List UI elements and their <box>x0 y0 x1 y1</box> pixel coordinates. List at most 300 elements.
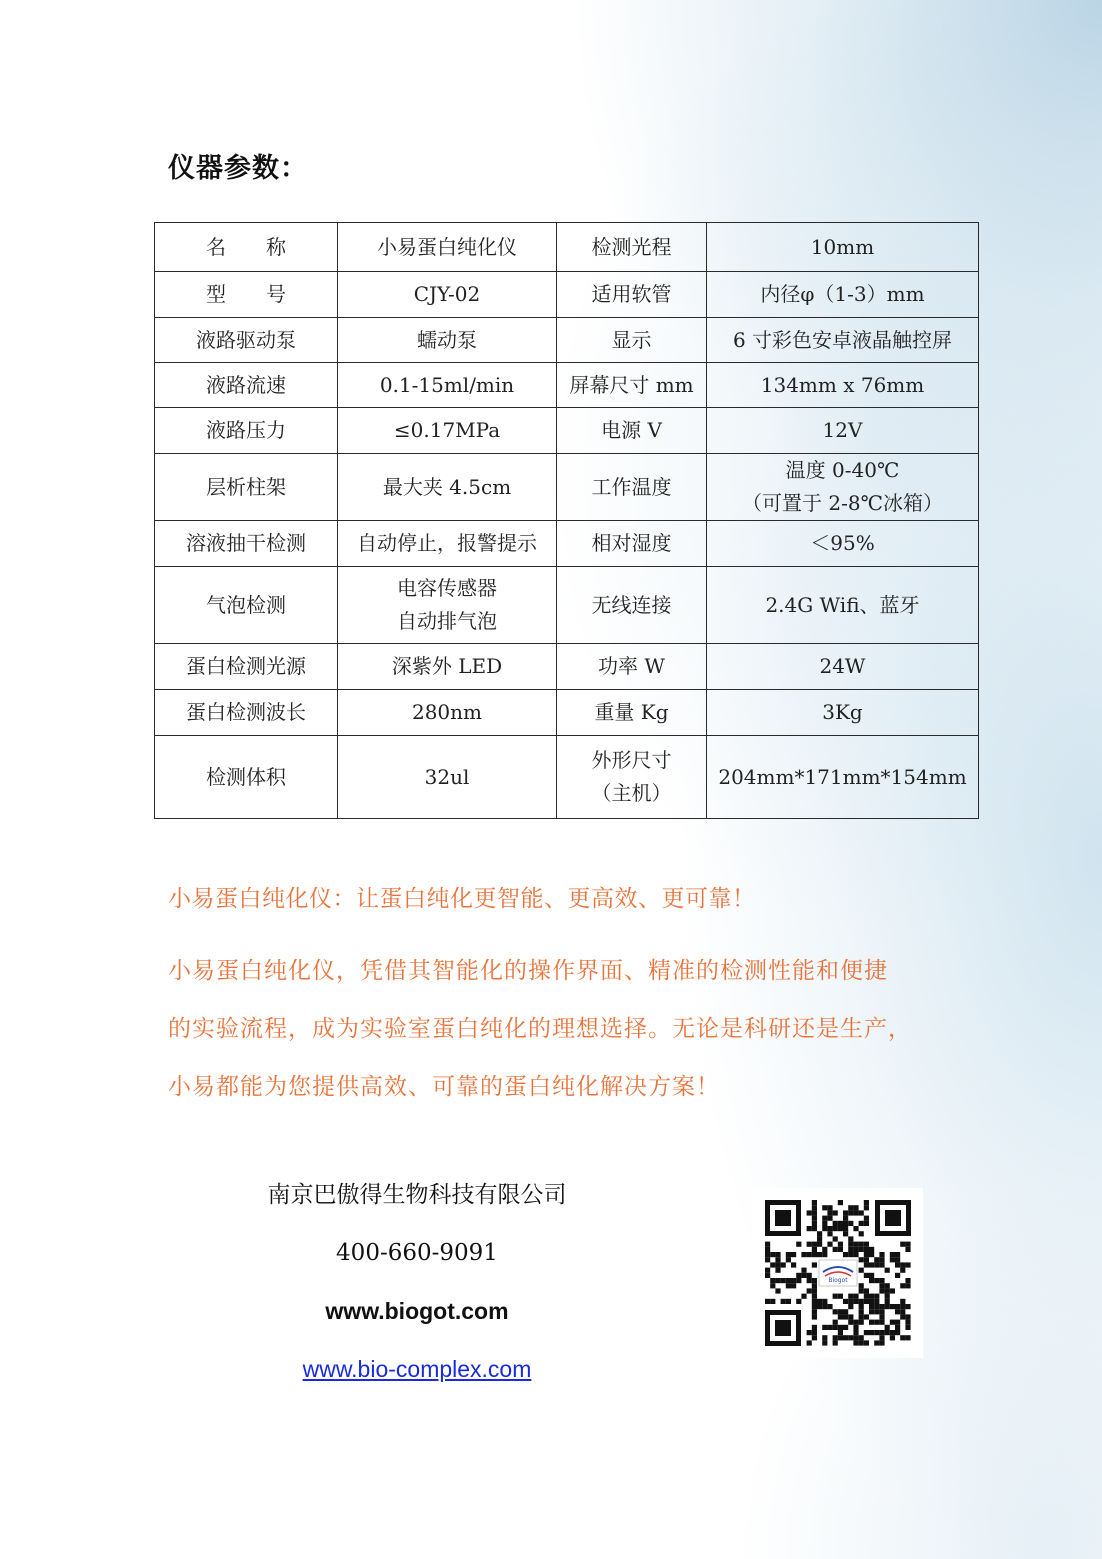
table-row <box>155 644 979 690</box>
qr-module <box>848 1221 853 1226</box>
table-row <box>155 408 979 454</box>
qr-module <box>843 1221 848 1226</box>
qr-module <box>765 1299 770 1304</box>
qr-module <box>853 1247 858 1252</box>
qr-module <box>796 1278 801 1283</box>
qr-module <box>827 1242 832 1247</box>
qr-module <box>869 1330 874 1335</box>
qr-module <box>874 1257 879 1262</box>
qr-module <box>822 1226 827 1231</box>
param-value-cell: 3Kg <box>707 690 979 736</box>
qr-module <box>838 1242 843 1247</box>
qr-module <box>874 1309 879 1314</box>
qr-module <box>864 1314 869 1319</box>
qr-module <box>838 1330 843 1335</box>
qr-module <box>853 1325 858 1330</box>
qr-module <box>817 1236 822 1241</box>
qr-module <box>796 1273 801 1278</box>
qr-module <box>885 1304 890 1309</box>
qr-module <box>781 1262 786 1267</box>
param-label-cell: 检测体积 <box>155 736 338 819</box>
param-value-cell: 0.1-15ml/min <box>338 363 557 408</box>
param-value-cell: 10mm <box>707 223 979 272</box>
param-value-cell: 电容传感器 自动排气泡 <box>338 567 557 644</box>
qr-module <box>838 1226 843 1231</box>
qr-module <box>838 1335 843 1340</box>
param-value-cell: 2.4G Wifi、蓝牙 <box>707 567 979 644</box>
qr-module <box>890 1330 895 1335</box>
qr-module <box>796 1299 801 1304</box>
qr-module <box>807 1226 812 1231</box>
qr-module <box>848 1205 853 1210</box>
qr-module <box>864 1273 869 1278</box>
param-value-cell: ＜95% <box>707 521 979 567</box>
qr-module <box>900 1299 905 1304</box>
qr-module <box>885 1283 890 1288</box>
qr-module <box>765 1252 770 1257</box>
qr-module <box>765 1268 770 1273</box>
qr-module <box>812 1304 817 1309</box>
qr-module <box>900 1262 905 1267</box>
qr-module <box>817 1299 822 1304</box>
qr-module <box>879 1283 884 1288</box>
qr-module <box>859 1299 864 1304</box>
param-label-cell: 相对湿度 <box>557 521 707 567</box>
qr-module <box>848 1320 853 1325</box>
qr-module <box>838 1221 843 1226</box>
qr-module <box>781 1299 786 1304</box>
qr-module <box>874 1340 879 1345</box>
qr-module <box>853 1226 858 1231</box>
qr-module <box>879 1304 884 1309</box>
param-label-cell: 外形尺寸 （主机） <box>557 736 707 819</box>
qr-module <box>890 1320 895 1325</box>
qr-module <box>827 1226 832 1231</box>
qr-module <box>859 1257 864 1262</box>
qr-module <box>879 1320 884 1325</box>
table-row <box>155 454 979 521</box>
qr-module <box>864 1330 869 1335</box>
qr-module <box>822 1247 827 1252</box>
qr-module <box>833 1247 838 1252</box>
qr-module <box>879 1262 884 1267</box>
qr-module <box>848 1242 853 1247</box>
qr-module <box>843 1325 848 1330</box>
qr-module <box>848 1252 853 1257</box>
qr-module <box>843 1252 848 1257</box>
qr-module <box>905 1320 910 1325</box>
qr-module <box>874 1278 879 1283</box>
param-label-cell: 检测光程 <box>557 223 707 272</box>
qr-module <box>812 1299 817 1304</box>
qr-module <box>869 1273 874 1278</box>
qr-module <box>864 1262 869 1267</box>
qr-module <box>775 1278 780 1283</box>
qr-module <box>786 1278 791 1283</box>
qr-module <box>864 1216 869 1221</box>
qr-module <box>905 1304 910 1309</box>
param-value-cell: 32ul <box>338 736 557 819</box>
qr-module <box>822 1340 827 1345</box>
page-heading: 仪器参数： <box>168 153 308 184</box>
qr-module <box>843 1231 848 1236</box>
qr-module <box>853 1340 858 1345</box>
qr-module <box>812 1314 817 1319</box>
param-value-cell: 最大夹 4.5cm <box>338 454 557 521</box>
qr-module <box>765 1242 770 1247</box>
qr-module <box>770 1299 775 1304</box>
table-row <box>155 318 979 363</box>
param-label-cell: 重量 Kg <box>557 690 707 736</box>
qr-module <box>853 1330 858 1335</box>
param-value-cell: ≤0.17MPa <box>338 408 557 454</box>
param-value-cell: 蠕动泵 <box>338 318 557 363</box>
qr-module <box>905 1278 910 1283</box>
qr-module <box>859 1309 864 1314</box>
qr-module <box>890 1304 895 1309</box>
qr-module <box>770 1252 775 1257</box>
qr-module <box>812 1262 817 1267</box>
qr-module <box>859 1231 864 1236</box>
param-label-cell: 适用软管 <box>557 272 707 318</box>
param-label-cell: 液路压力 <box>155 408 338 454</box>
qr-module <box>848 1294 853 1299</box>
qr-module <box>833 1325 838 1330</box>
qr-module <box>859 1320 864 1325</box>
qr-module <box>812 1330 817 1335</box>
qr-module <box>895 1320 900 1325</box>
param-value-cell: 204mm*171mm*154mm <box>707 736 979 819</box>
param-label-cell: 型 号 <box>155 272 338 318</box>
qr-module <box>864 1205 869 1210</box>
qr-module <box>848 1335 853 1340</box>
qr-module <box>864 1299 869 1304</box>
phone-number: 400-660-9091 <box>336 1240 498 1266</box>
qr-module <box>869 1252 874 1257</box>
qr-module <box>905 1314 910 1319</box>
qr-module <box>848 1247 853 1252</box>
qr-module <box>848 1299 853 1304</box>
table-row <box>155 272 979 318</box>
qr-module <box>859 1314 864 1319</box>
qr-module <box>879 1314 884 1319</box>
qr-module <box>864 1200 869 1205</box>
qr-module <box>900 1304 905 1309</box>
qr-module <box>812 1288 817 1293</box>
qr-module <box>801 1252 806 1257</box>
qr-module <box>900 1268 905 1273</box>
qr-module <box>812 1216 817 1221</box>
qr-module <box>879 1288 884 1293</box>
qr-module <box>853 1335 858 1340</box>
qr-module <box>853 1242 858 1247</box>
qr-module <box>812 1294 817 1299</box>
qr-module <box>895 1257 900 1262</box>
param-value-cell: 小易蛋白纯化仪 <box>338 223 557 272</box>
qr-module <box>869 1247 874 1252</box>
qr-module <box>859 1210 864 1215</box>
paragraph-line: 小易都能为您提供高效、可靠的蛋白纯化解决方案！ <box>168 1074 720 1100</box>
param-label-cell: 无线连接 <box>557 567 707 644</box>
qr-module <box>801 1294 806 1299</box>
param-value-cell: 自动停止，报警提示 <box>338 521 557 567</box>
table-row <box>155 690 979 736</box>
qr-logo-text: Biogot <box>828 1277 848 1284</box>
qr-module <box>801 1268 806 1273</box>
qr-module <box>822 1216 827 1221</box>
qr-module <box>885 1325 890 1330</box>
qr-module <box>864 1247 869 1252</box>
qr-module <box>879 1252 884 1257</box>
qr-module <box>874 1330 879 1335</box>
qr-module <box>827 1231 832 1236</box>
qr-module <box>833 1226 838 1231</box>
qr-module <box>775 1288 780 1293</box>
qr-module <box>900 1335 905 1340</box>
qr-module <box>869 1309 874 1314</box>
qr-module <box>786 1257 791 1262</box>
qr-module <box>765 1257 770 1262</box>
qr-module <box>900 1283 905 1288</box>
qr-module <box>885 1294 890 1299</box>
qr-finder-top-right <box>875 1200 911 1236</box>
qr-module <box>812 1205 817 1210</box>
qr-module <box>827 1210 832 1215</box>
qr-module <box>812 1221 817 1226</box>
qr-module <box>791 1262 796 1267</box>
qr-module <box>838 1294 843 1299</box>
website-link-alt[interactable]: www.bio-complex.com <box>302 1356 532 1382</box>
qr-module <box>859 1340 864 1345</box>
param-value-cell: 134mm x 76mm <box>707 363 979 408</box>
qr-module <box>770 1278 775 1283</box>
qr-module <box>822 1335 827 1340</box>
qr-module <box>859 1288 864 1293</box>
qr-module <box>885 1299 890 1304</box>
param-value-cell: CJY-02 <box>338 272 557 318</box>
qr-module <box>859 1304 864 1309</box>
qr-module <box>885 1288 890 1293</box>
qr-module <box>812 1335 817 1340</box>
param-value-cell: 280nm <box>338 690 557 736</box>
param-label-cell: 电源 V <box>557 408 707 454</box>
param-label-cell: 液路流速 <box>155 363 338 408</box>
qr-module <box>833 1320 838 1325</box>
qr-module <box>879 1257 884 1262</box>
table-row <box>155 223 979 272</box>
qr-module <box>859 1242 864 1247</box>
qr-module <box>874 1320 879 1325</box>
qr-module <box>838 1200 843 1205</box>
qr-module <box>905 1335 910 1340</box>
param-label-cell: 显示 <box>557 318 707 363</box>
param-value-cell: 内径φ（1-3）mm <box>707 272 979 318</box>
qr-finder-bottom-left <box>765 1310 801 1346</box>
qr-module <box>864 1257 869 1262</box>
qr-module <box>890 1335 895 1340</box>
qr-module <box>812 1325 817 1330</box>
qr-module <box>822 1252 827 1257</box>
qr-module <box>843 1314 848 1319</box>
qr-module <box>848 1304 853 1309</box>
qr-module <box>833 1340 838 1345</box>
qr-module <box>786 1283 791 1288</box>
paragraph-line: 小易蛋白纯化仪，凭借其智能化的操作界面、精准的检测性能和便捷 <box>168 958 888 984</box>
qr-module <box>812 1283 817 1288</box>
qr-module <box>843 1210 848 1215</box>
table-row <box>155 363 979 408</box>
param-label-cell: 气泡检测 <box>155 567 338 644</box>
qr-module <box>775 1252 780 1257</box>
qr-module <box>864 1288 869 1293</box>
qr-module <box>853 1320 858 1325</box>
qr-module <box>812 1242 817 1247</box>
qr-module <box>864 1294 869 1299</box>
param-label-cell: 蛋白检测光源 <box>155 644 338 690</box>
qr-module <box>833 1309 838 1314</box>
qr-module <box>827 1304 832 1309</box>
qr-module <box>807 1330 812 1335</box>
qr-module <box>848 1236 853 1241</box>
param-value-cell: 12V <box>707 408 979 454</box>
qr-module <box>905 1262 910 1267</box>
qr-module <box>853 1252 858 1257</box>
qr-module <box>864 1340 869 1345</box>
qr-module <box>807 1278 812 1283</box>
qr-module <box>853 1299 858 1304</box>
qr-module <box>791 1283 796 1288</box>
qr-module <box>807 1340 812 1345</box>
qr-module <box>781 1278 786 1283</box>
qr-module <box>827 1325 832 1330</box>
qr-module <box>885 1268 890 1273</box>
qr-module <box>869 1320 874 1325</box>
qr-module <box>853 1210 858 1215</box>
qr-module <box>905 1247 910 1252</box>
slogan: 小易蛋白纯化仪：让蛋白纯化更智能、更高效、更可靠！ <box>168 886 756 912</box>
qr-module <box>859 1268 864 1273</box>
qr-module <box>885 1330 890 1335</box>
qr-module <box>874 1299 879 1304</box>
qr-module <box>765 1273 770 1278</box>
qr-module <box>812 1252 817 1257</box>
param-label-cell: 溶液抽干检测 <box>155 521 338 567</box>
qr-module <box>900 1309 905 1314</box>
qr-module <box>827 1216 832 1221</box>
qr-module <box>838 1309 843 1314</box>
qr-module <box>807 1242 812 1247</box>
qr-module <box>770 1283 775 1288</box>
param-value-cell: 24W <box>707 644 979 690</box>
table-row <box>155 567 979 644</box>
qr-module <box>812 1309 817 1314</box>
qr-module <box>817 1231 822 1236</box>
description-paragraph <box>168 942 948 1116</box>
qr-module <box>859 1283 864 1288</box>
qr-module <box>900 1242 905 1247</box>
qr-code <box>753 1188 923 1358</box>
qr-module <box>822 1205 827 1210</box>
qr-module <box>895 1262 900 1267</box>
qr-module <box>833 1221 838 1226</box>
table-row <box>155 521 979 567</box>
qr-module <box>833 1335 838 1340</box>
param-label-cell: 功率 W <box>557 644 707 690</box>
qr-module <box>833 1236 838 1241</box>
qr-module <box>905 1325 910 1330</box>
qr-module <box>838 1314 843 1319</box>
qr-module <box>843 1299 848 1304</box>
param-value-cell: 6 寸彩色安卓液晶触控屏 <box>707 318 979 363</box>
qr-module <box>869 1294 874 1299</box>
param-label-cell: 工作温度 <box>557 454 707 521</box>
table-row <box>155 736 979 819</box>
qr-module <box>895 1325 900 1330</box>
qr-module <box>890 1288 895 1293</box>
qr-module <box>827 1205 832 1210</box>
qr-module <box>869 1278 874 1283</box>
qr-module <box>817 1304 822 1309</box>
qr-module <box>786 1299 791 1304</box>
qr-module <box>895 1304 900 1309</box>
param-label-cell: 液路驱动泵 <box>155 318 338 363</box>
qr-module <box>895 1330 900 1335</box>
qr-module <box>833 1294 838 1299</box>
qr-module <box>796 1242 801 1247</box>
qr-finder-top-left <box>765 1200 801 1236</box>
qr-module <box>848 1210 853 1215</box>
qr-module <box>775 1268 780 1273</box>
qr-module <box>833 1210 838 1215</box>
qr-module <box>822 1299 827 1304</box>
qr-module <box>843 1226 848 1231</box>
qr-module <box>879 1278 884 1283</box>
qr-module <box>812 1200 817 1205</box>
qr-code-graphic <box>753 1188 923 1358</box>
qr-module <box>838 1247 843 1252</box>
qr-module <box>822 1325 827 1330</box>
qr-module <box>786 1252 791 1257</box>
qr-module <box>807 1252 812 1257</box>
qr-module <box>905 1283 910 1288</box>
website-link[interactable]: www.biogot.com <box>325 1298 509 1324</box>
param-label-cell: 屏幕尺寸 mm <box>557 363 707 408</box>
qr-module <box>853 1205 858 1210</box>
qr-module <box>791 1252 796 1257</box>
qr-module <box>859 1247 864 1252</box>
company-name: 南京巴傲得生物科技有限公司 <box>267 1182 567 1208</box>
paragraph-line: 的实验流程，成为实验室蛋白纯化的理想选择。无论是科研还是生产， <box>168 1016 912 1042</box>
param-value-cell: 深紫外 LED <box>338 644 557 690</box>
parameters-table <box>154 222 979 819</box>
qr-module <box>843 1309 848 1314</box>
qr-module <box>874 1262 879 1267</box>
param-label-cell: 层析柱架 <box>155 454 338 521</box>
qr-center-logo <box>819 1260 857 1286</box>
qr-module <box>859 1221 864 1226</box>
qr-module <box>853 1294 858 1299</box>
qr-module <box>864 1221 869 1226</box>
qr-module <box>807 1288 812 1293</box>
contact-block <box>248 1172 586 1404</box>
qr-module <box>812 1210 817 1215</box>
qr-module <box>879 1330 884 1335</box>
qr-module <box>905 1242 910 1247</box>
qr-module <box>879 1340 884 1345</box>
qr-module <box>890 1257 895 1262</box>
qr-module <box>890 1252 895 1257</box>
param-value-cell: 温度 0-40℃ （可置于 2-8℃冰箱） <box>707 454 979 521</box>
